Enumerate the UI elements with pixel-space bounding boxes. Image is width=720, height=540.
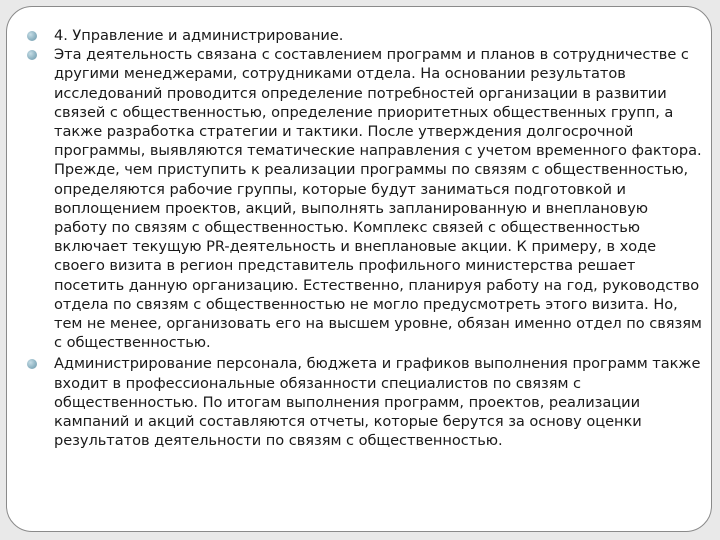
bullet-item-administration — [27, 354, 703, 450]
bullet-dot-icon — [27, 50, 37, 60]
bullet-text-administration: Администрирование персонала, бюджета и графиков выполнения программ также входит в профессиональные обязанности специалистов по связям с общественностью. По итогам выполнения программ, проектов, реализации кампаний и акций составляются отчеты, которые берутся за основу оценки результатов деятельности по связям с общественностью. — [54, 355, 701, 450]
bullet-list — [27, 26, 703, 450]
bullet-dot-icon — [27, 31, 37, 41]
bullet-dot-icon — [27, 359, 37, 369]
bullet-text-heading: 4. Управление и администрирование. — [54, 27, 344, 44]
slide-frame — [6, 6, 712, 532]
bullet-text-activity: Эта деятельность связана с составлением программ и планов в сотрудничестве с другими менеджерами, сотрудниками отдела. На основании результатов исследований проводится определение потребностей организации в развитии связей с общественностью, определение приоритетных общественных групп, а также разработка стратегии и тактики. После утверждения долгосрочной программы, выявляются тематические направления с учетом временного фактора. Прежде, чем приступить к реализации программы по связям с общественностью, определяются рабочие группы, которые будут заниматься подготовкой и воплощением проектов, акций, выполнять запланированную и внеплановую работу по связям с общественностью. Комплекс связей с общественностью включает текущую PR-деятельность и внеплановые акции. К примеру, в ходе своего визита в регион представитель профильного министерства решает посетить данную организацию. Естественно, планируя работу на год, руководство отдела по связям с общественностью не могло предусмотреть этого визита. Но, тем не менее, организовать его на высшем уровне, обязан именно отдел по связям с общественностью. — [54, 46, 702, 352]
bullet-item-heading — [27, 26, 703, 45]
bullet-item-activity — [27, 45, 703, 352]
